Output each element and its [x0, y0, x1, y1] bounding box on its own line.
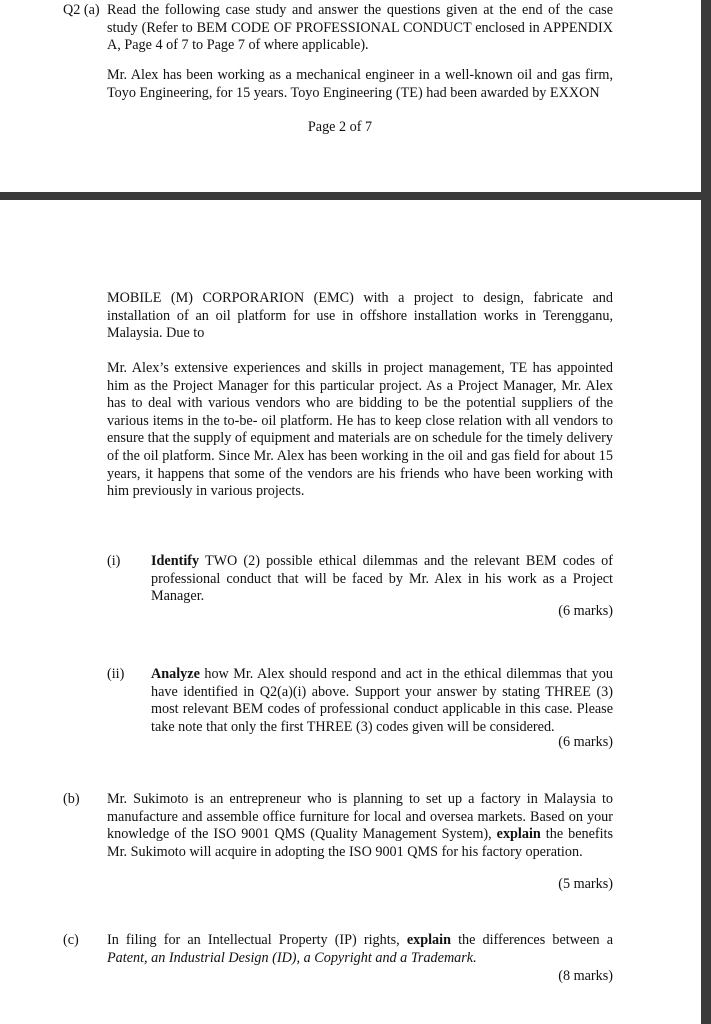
page-number: Page 2 of 7 — [307, 119, 373, 135]
sub-question-i-text — [151, 553, 613, 606]
sub-question-i-label: (i) — [107, 553, 121, 569]
page-divider — [0, 192, 711, 200]
question-c-verb: explain — [406, 932, 451, 948]
question-b-body-2: the benefits Mr. Sukimoto will acquire in adopting the ISO 9001 QMS for his factory operation. — [107, 826, 614, 860]
question-b-marks: (5 marks) — [558, 876, 613, 892]
question-b-body-1: Mr. Sukimoto is an entrepreneur who is planning to set up a factory in Malaysia to manufacture and assemble office furniture for local and oversea markets. Based on your knowledge of the ISO 9001 QMS (Quality Management System), — [107, 791, 613, 843]
page-edge-bottom — [701, 200, 711, 1024]
sub-question-i-body: TWO (2) possible ethical dilemmas and the relevant BEM codes of professional conduct that will be faced by Mr. Alex in his work as a Project Manager. — [151, 553, 613, 605]
sub-question-ii-label: (ii) — [107, 666, 125, 682]
sub-question-i-marks: (6 marks) — [558, 603, 613, 619]
sub-question-ii-verb: Analyze — [151, 666, 200, 682]
question-intro: Read the following case study and answer the questions given at the end of the case study (Refer to BEM CODE OF PROFESSIONAL CONDUCT enclosed in APPENDIX A, Page 4 of 7 to Page 7 of where applicable). — [107, 2, 613, 54]
sub-question-ii-text — [151, 666, 613, 736]
sub-question-ii-body: how Mr. Alex should respond and act in the ethical dilemmas that you have identified in Q2(a)(i) above. Support your answer by stating THREE (3) most relevant BEM codes of professional conduct applicable in this case. Please take note that only the first THREE (3) codes given will be considered. — [151, 666, 613, 735]
question-c-body-1: In filing for an Intellectual Property (IP) rights, — [107, 932, 407, 948]
case-study-part3: Mr. Alex’s extensive experiences and skills in project management, TE has appointed him as the Project Manager for this particular project. As a Project Manager, Mr. Alex has to deal with various vendors who are bidding to be the potential suppliers of the various items in the to-be- oil platform. He has to keep close relation with all vendors to ensure that the supply of equipment and materials are on schedule for the timely delivery of the oil platform. Since Mr. Alex has been working in the oil and gas field for about 15 years, it happens that some of the vendors are his friends who have been working with him previously in various projects. — [107, 360, 613, 500]
question-c-label: (c) — [63, 932, 79, 948]
question-b-verb: explain — [496, 826, 541, 843]
question-c-body-2: the differences between a — [450, 932, 614, 948]
question-c-text — [107, 932, 613, 967]
case-study-part1: Mr. Alex has been working as a mechanical engineer in a well-known oil and gas firm, Toyo Engineering, for 15 years. Toyo Engineering (TE) had been awarded by EXXON — [107, 67, 613, 101]
question-c-marks: (8 marks) — [558, 968, 613, 984]
question-c-italic: Patent, an Industrial Design (ID), a Copyright and a Trademark. — [107, 949, 477, 966]
case-study-part2: MOBILE (M) CORPORARION (EMC) with a project to design, fabricate and installation of an oil platform for use in offshore installation works in Terengganu, Malaysia. Due to — [107, 290, 613, 342]
question-b-label: (b) — [63, 791, 80, 807]
sub-question-i-verb: Identify — [151, 553, 200, 569]
question-label: Q2 (a) — [63, 2, 100, 18]
page-edge-top — [701, 0, 711, 192]
question-b-text — [107, 791, 613, 861]
sub-question-ii-marks: (6 marks) — [558, 734, 613, 750]
